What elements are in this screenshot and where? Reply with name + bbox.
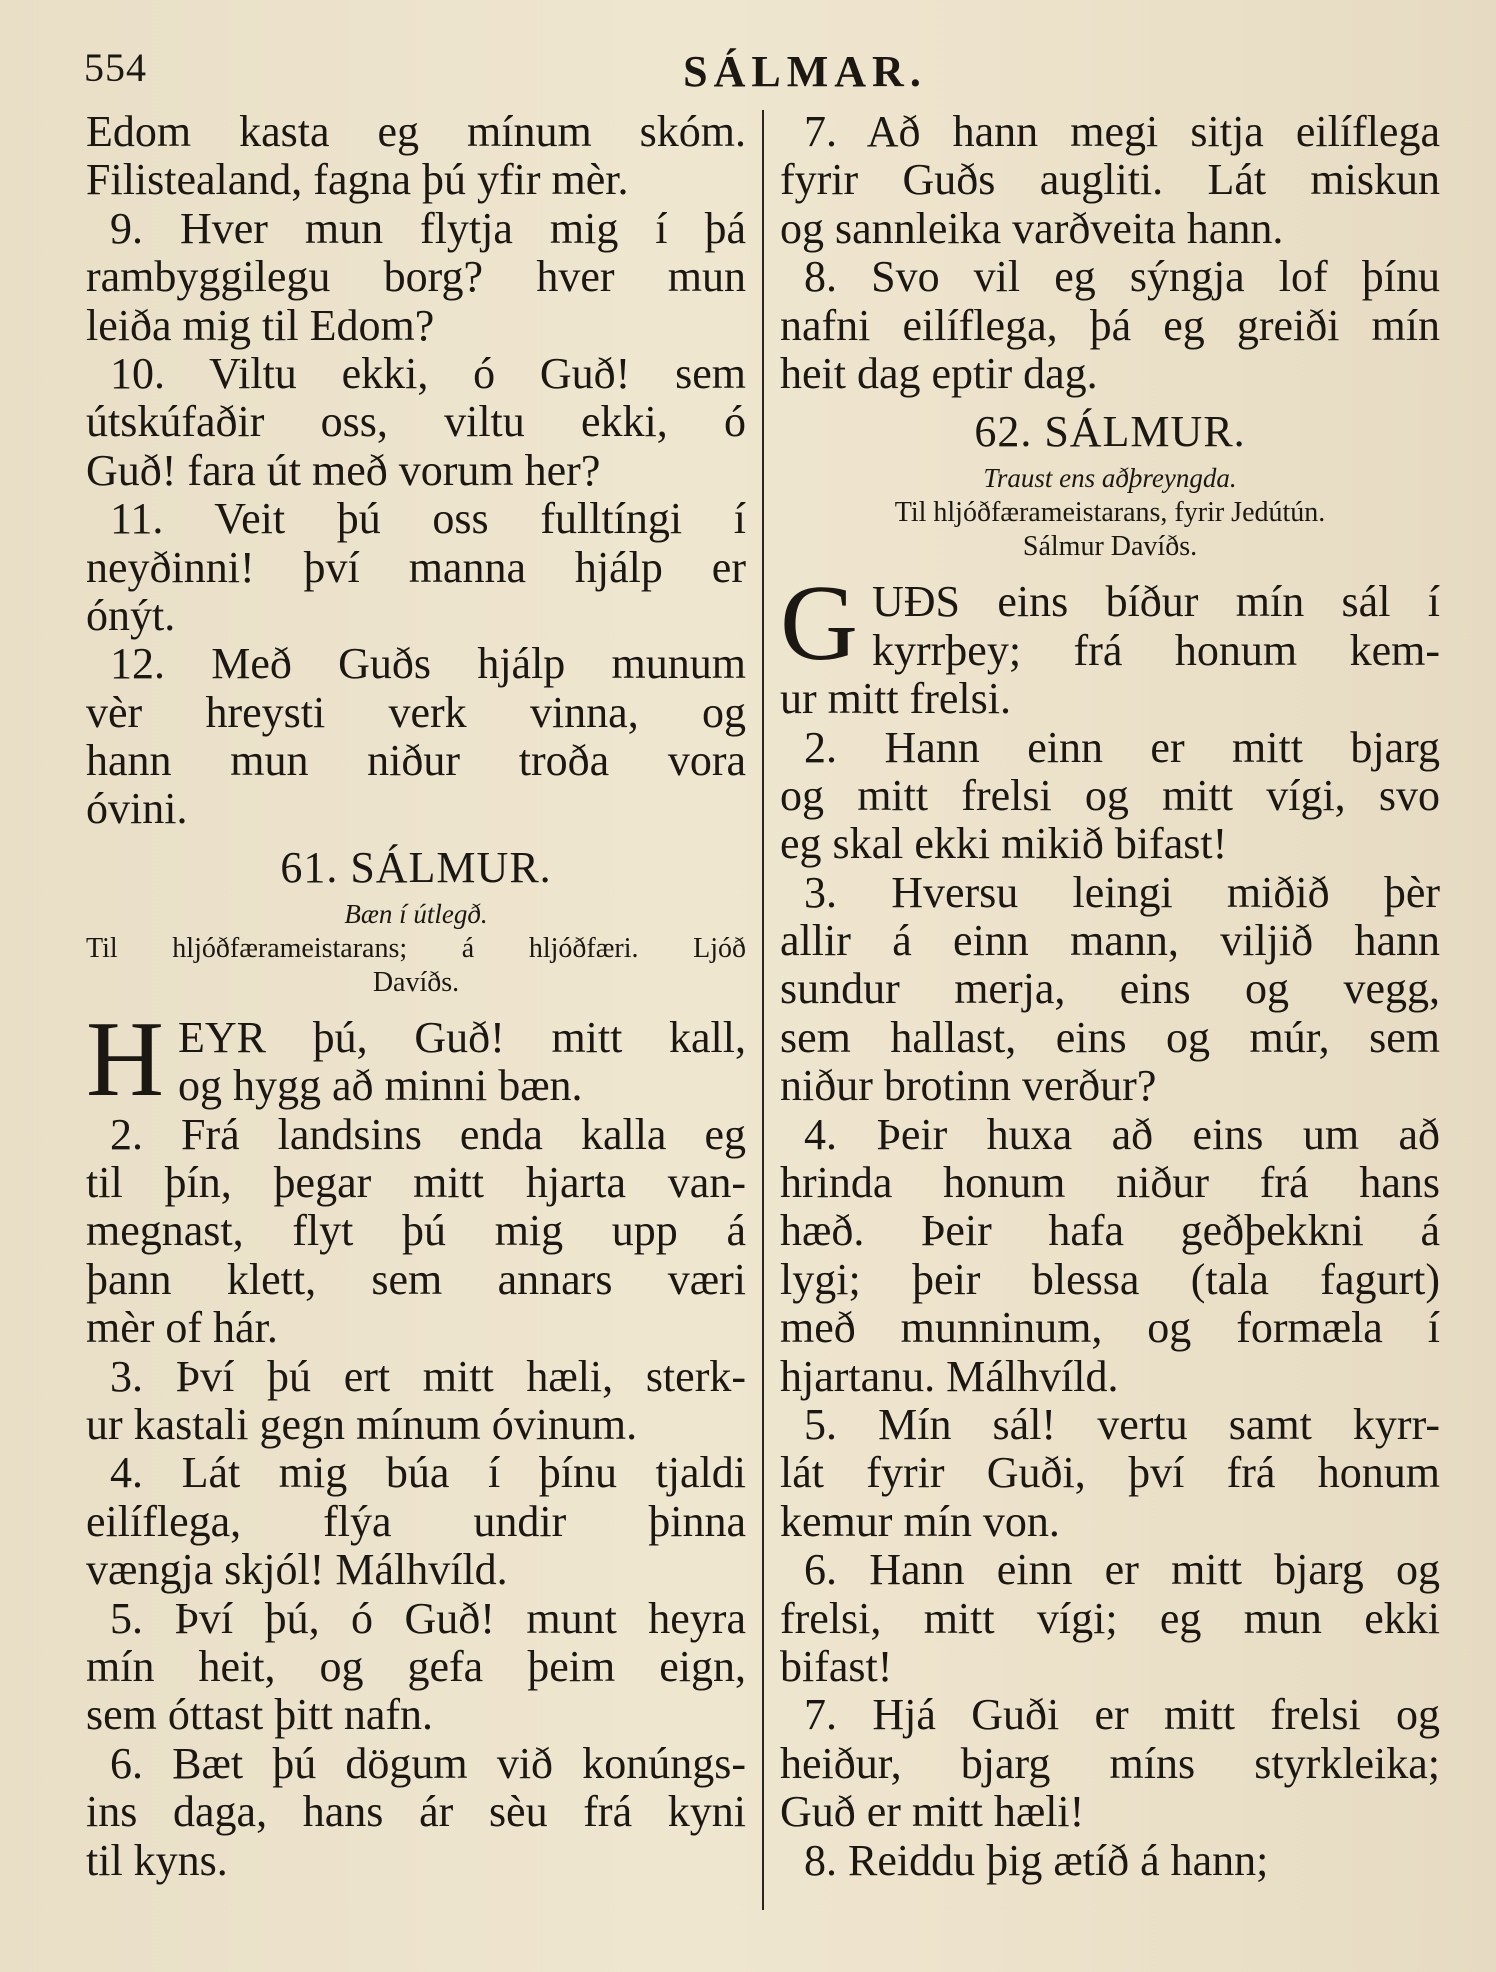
text-line: Guð! fara út með vorum her? (86, 445, 601, 495)
text-line: til kyns. (86, 1835, 228, 1885)
text-line: vængja skjól! Málhvíld. (86, 1545, 508, 1595)
psalm-61-note-line-1: Til hljóðfærameistarans; á hljóðfæri. Ljóð (86, 932, 746, 964)
text-line: 7. Hjá Guði er mitt frelsi og (804, 1690, 1440, 1740)
text-line: lát fyrir Guði, því frá honum (780, 1448, 1440, 1498)
text-line: lygi; þeir blessa (tala fagurt) (780, 1254, 1440, 1304)
text-line: 9. Hver mun flytja mig í þá (110, 203, 746, 253)
text-line: kemur mín von. (780, 1496, 1060, 1546)
opening-line: og hygg að minni bæn. (178, 1061, 583, 1111)
left-column (86, 108, 746, 1885)
text-line: sundur merja, eins og vegg, (780, 964, 1440, 1014)
text-line: hæð. Þeir hafa geðþekkni á (780, 1206, 1440, 1256)
drop-cap: G (780, 564, 858, 684)
right-text-bottom (780, 675, 1440, 1885)
psalm-62-note-line-2: Sálmur Davíðs. (1022, 531, 1198, 563)
text-line: ónýt. (86, 590, 176, 640)
text-line: 3. Hversu leingi miðið þèr (804, 867, 1440, 917)
text-line: megnast, flyt þú mig upp á (86, 1206, 746, 1256)
text-line: nafni eilíflega, þá eg greiði mín (780, 300, 1440, 350)
opening-line: kyrrþey; frá honum kem- (872, 625, 1440, 675)
psalm-62-heading: 62. SÁLMUR. (974, 407, 1246, 457)
text-line: eg skal ekki mikið bifast! (780, 819, 1228, 869)
text-line: vèr hreysti verk vinna, og (86, 687, 746, 737)
psalm-61-opening (86, 999, 746, 1119)
column-divider (762, 110, 764, 1910)
text-line: 4. Þeir huxa að eins um að (804, 1109, 1440, 1159)
text-line: Edom kasta eg mínum skóm. (86, 107, 746, 156)
running-title: SÁLMAR. (683, 47, 927, 96)
psalm-62-opening (780, 564, 1440, 684)
right-column (780, 108, 1440, 1885)
text-line: Guð er mitt hæli! (780, 1787, 1085, 1837)
text-line: og sannleika varðveita hann. (780, 203, 1284, 253)
psalm-61-subtitle: Bæn í útlegð. (344, 898, 488, 929)
text-line: heit dag eptir dag. (780, 348, 1098, 398)
text-line: 3. Því þú ert mitt hæli, sterk- (110, 1351, 746, 1401)
text-line: 11. Veit þú oss fulltíngi í (110, 494, 746, 544)
text-line: fyrir Guðs augliti. Lát miskun (780, 155, 1440, 205)
text-line: útskúfaðir oss, viltu ekki, ó (86, 397, 746, 447)
page-header (80, 38, 1440, 98)
text-line: 6. Hann einn er mitt bjarg og (804, 1545, 1440, 1595)
text-line: Filistealand, fagna þú yfir mèr. (86, 155, 629, 205)
text-line: 6. Bæt þú dögum við konúngs- (110, 1738, 746, 1788)
text-line: þann klett, sem annars væri (86, 1254, 746, 1304)
text-line: hann mun niður troða vora (86, 736, 746, 786)
page-number: 554 (84, 45, 147, 90)
text-line: ur mitt frelsi. (780, 674, 1011, 724)
psalm-61-note-line-2: Davíðs. (372, 966, 460, 998)
text-line: leiða mig til Edom? (86, 300, 435, 350)
text-line: 2. Hann einn er mitt bjarg (804, 722, 1440, 772)
psalm-61-heading: 61. SÁLMUR. (280, 842, 552, 892)
text-line: með munninum, og formæla í (780, 1303, 1440, 1353)
text-line: og mitt frelsi og mitt vígi, svo (780, 770, 1440, 820)
text-line: til þín, þegar mitt hjarta van- (86, 1158, 746, 1208)
text-line: bifast! (780, 1641, 893, 1691)
psalm-62-note-line-1: Til hljóðfærameistarans, fyrir Jedútún. (894, 497, 1326, 529)
text-line: 4. Lát mig búa í þínu tjaldi (110, 1448, 746, 1498)
text-line: sem óttast þitt nafn. (86, 1690, 434, 1740)
text-line: ur kastali gegn mínum óvinum. (86, 1399, 638, 1449)
text-line: ins daga, hans ár sèu frá kyni (86, 1787, 746, 1837)
text-line: allir á einn mann, viljið hann (780, 916, 1440, 966)
text-line: hrinda honum niður frá hans (780, 1158, 1440, 1208)
text-line: 8. Svo vil eg sýngja lof þínu (804, 252, 1440, 302)
left-text-bottom (86, 1111, 746, 1885)
right-text-top (780, 108, 1440, 398)
text-line: neyðinni! því manna hjálp er (86, 542, 746, 592)
text-line: rambyggilegu borg? hver mun (86, 252, 746, 302)
text-line: niður brotinn verður? (780, 1061, 1157, 1111)
text-line: 12. Með Guðs hjálp munum (110, 639, 746, 689)
text-line: mèr of hár. (86, 1303, 278, 1353)
opening-line: UÐS eins bíður mín sál í (872, 577, 1440, 627)
text-line: 5. Mín sál! vertu samt kyrr- (804, 1399, 1440, 1449)
text-line: 8. Reiddu þig ætíð á hann; (804, 1835, 1269, 1885)
text-line: 2. Frá landsins enda kalla eg (110, 1109, 746, 1159)
text-line: heiður, bjarg míns styrkleika; (780, 1738, 1440, 1788)
text-line: mín heit, og gefa þeim eign, (86, 1641, 746, 1691)
text-line: óvini. (86, 784, 188, 834)
text-line: eilíflega, flýa undir þinna (86, 1496, 746, 1546)
text-line: hjartanu. Málhvíld. (780, 1351, 1119, 1401)
left-text-top (86, 108, 746, 834)
text-line: sem hallast, eins og múr, sem (780, 1012, 1440, 1062)
text-line: 10. Viltu ekki, ó Guð! sem (110, 348, 746, 398)
text-line: 7. Að hann megi sitja eilíflega (804, 107, 1440, 156)
text-line: 5. Því þú, ó Guð! munt heyra (110, 1593, 746, 1643)
psalm-62-subtitle: Traust ens aðþreyngda. (983, 463, 1237, 494)
text-line: frelsi, mitt vígi; eg mun ekki (780, 1593, 1440, 1643)
drop-cap: H (86, 999, 164, 1119)
opening-line: EYR þú, Guð! mitt kall, (178, 1012, 746, 1062)
